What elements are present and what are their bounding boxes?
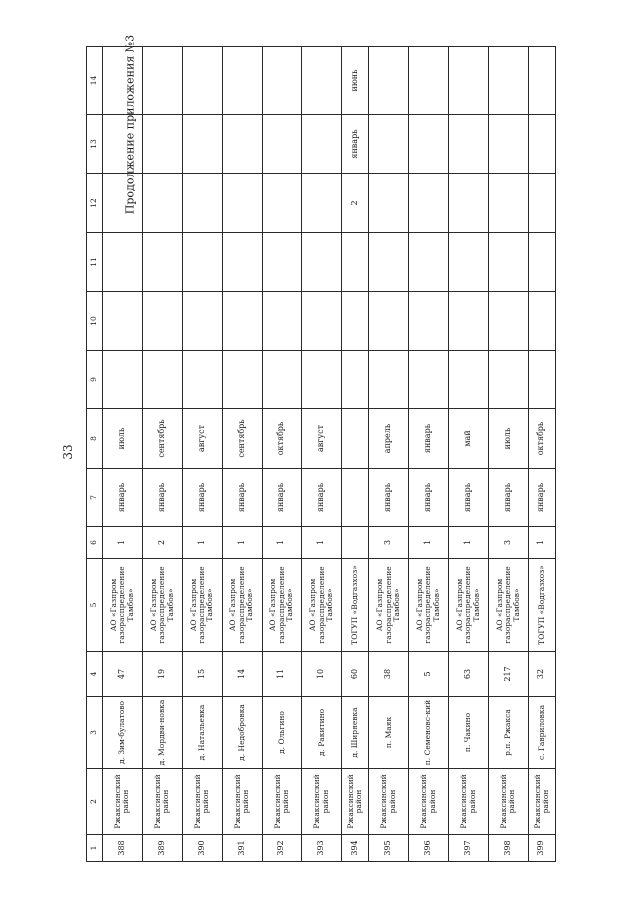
cell-6 xyxy=(342,527,369,559)
cell-num: 396 xyxy=(409,835,449,862)
table-row xyxy=(142,47,182,862)
cell-8 xyxy=(342,409,369,469)
cell-num: 390 xyxy=(182,835,222,862)
cell-place: д. Мордви-новка xyxy=(142,697,182,769)
cell-7: январь xyxy=(302,469,342,527)
cell-district: Ржаксинский район xyxy=(528,769,555,835)
appendix-title: Продолжение приложения №3 xyxy=(123,34,137,215)
cell-org: АО «Газпром газораспределение Тамбов» xyxy=(142,559,182,652)
cell-10 xyxy=(409,292,449,351)
table-row xyxy=(342,47,369,862)
cell-place: д. Недобровка xyxy=(222,697,262,769)
cell-org: АО «Газпром газораспределение Тамбов» xyxy=(449,559,489,652)
cell-10 xyxy=(142,292,182,351)
cell-11 xyxy=(409,233,449,292)
header-cell-3: 3 xyxy=(87,697,103,769)
cell-district: Ржаксинский район xyxy=(262,769,302,835)
header-cell-11: 11 xyxy=(87,233,103,292)
cell-num: 393 xyxy=(302,835,342,862)
cell-13 xyxy=(262,115,302,174)
cell-13 xyxy=(409,115,449,174)
cell-12 xyxy=(528,174,555,233)
cell-8: август xyxy=(182,409,222,469)
cell-place: п. Маяк xyxy=(369,697,409,769)
table-row xyxy=(103,47,143,862)
cell-district: Ржаксинский район xyxy=(409,769,449,835)
cell-7: январь xyxy=(222,469,262,527)
table-row xyxy=(222,47,262,862)
cell-11 xyxy=(528,233,555,292)
cell-org: АО «Газпром газораспределение Тамбов» xyxy=(262,559,302,652)
cell-7: январь xyxy=(262,469,302,527)
cell-11 xyxy=(342,233,369,292)
cell-8: апрель xyxy=(369,409,409,469)
cell-12 xyxy=(369,174,409,233)
cell-9 xyxy=(342,351,369,409)
cell-12 xyxy=(409,174,449,233)
cell-12 xyxy=(302,174,342,233)
cell-8: октябрь xyxy=(528,409,555,469)
cell-org: АО «Газпром газораспределение Тамбов» xyxy=(409,559,449,652)
header-cell-1: 1 xyxy=(87,835,103,862)
cell-14 xyxy=(409,47,449,115)
cell-count: 217 xyxy=(488,652,528,697)
cell-num: 397 xyxy=(449,835,489,862)
cell-8: сентябрь xyxy=(142,409,182,469)
cell-11 xyxy=(449,233,489,292)
cell-13 xyxy=(103,115,143,174)
cell-place: д. Ольгино xyxy=(262,697,302,769)
table-row xyxy=(409,47,449,862)
cell-num: 392 xyxy=(262,835,302,862)
cell-12 xyxy=(182,174,222,233)
cell-11 xyxy=(222,233,262,292)
cell-7: январь xyxy=(142,469,182,527)
cell-12 xyxy=(449,174,489,233)
table-row xyxy=(449,47,489,862)
table-row xyxy=(302,47,342,862)
cell-8: июль xyxy=(103,409,143,469)
cell-13: январь xyxy=(342,115,369,174)
cell-count: 5 xyxy=(409,652,449,697)
cell-9 xyxy=(262,351,302,409)
cell-13 xyxy=(222,115,262,174)
cell-11 xyxy=(302,233,342,292)
cell-11 xyxy=(369,233,409,292)
cell-14 xyxy=(222,47,262,115)
rotated-document-page xyxy=(86,47,556,862)
cell-7: январь xyxy=(409,469,449,527)
cell-14 xyxy=(142,47,182,115)
cell-place: д. Зим-булатово xyxy=(103,697,143,769)
cell-12: 2 xyxy=(342,174,369,233)
cell-12 xyxy=(488,174,528,233)
cell-11 xyxy=(488,233,528,292)
cell-10 xyxy=(528,292,555,351)
cell-10 xyxy=(342,292,369,351)
cell-count: 63 xyxy=(449,652,489,697)
table-row xyxy=(369,47,409,862)
cell-7: январь xyxy=(449,469,489,527)
cell-count: 19 xyxy=(142,652,182,697)
cell-district: Ржаксинский район xyxy=(302,769,342,835)
cell-num: 394 xyxy=(342,835,369,862)
cell-place: п. Чакино xyxy=(449,697,489,769)
cell-district: Ржаксинский район xyxy=(222,769,262,835)
cell-12 xyxy=(142,174,182,233)
cell-6: 1 xyxy=(409,527,449,559)
cell-num: 399 xyxy=(528,835,555,862)
cell-count: 11 xyxy=(262,652,302,697)
cell-9 xyxy=(528,351,555,409)
cell-num: 395 xyxy=(369,835,409,862)
cell-7: январь xyxy=(488,469,528,527)
cell-14 xyxy=(103,47,143,115)
cell-count: 15 xyxy=(182,652,222,697)
cell-org: АО «Газпром газораспределение Тамбов» xyxy=(369,559,409,652)
cell-10 xyxy=(262,292,302,351)
header-cell-7: 7 xyxy=(87,469,103,527)
table-body xyxy=(103,47,556,862)
cell-place: с. Гавриловка xyxy=(528,697,555,769)
cell-place: д. Ширяевка xyxy=(342,697,369,769)
cell-8: май xyxy=(449,409,489,469)
cell-12 xyxy=(262,174,302,233)
cell-10 xyxy=(182,292,222,351)
cell-org: АО «Газпром газораспределение Тамбов» xyxy=(488,559,528,652)
cell-count: 38 xyxy=(369,652,409,697)
cell-6: 1 xyxy=(528,527,555,559)
table-row xyxy=(262,47,302,862)
cell-org: АО «Газпром газораспределение Тамбов» xyxy=(103,559,143,652)
cell-9 xyxy=(302,351,342,409)
cell-district: Ржаксинский район xyxy=(488,769,528,835)
cell-6: 3 xyxy=(488,527,528,559)
table-row xyxy=(528,47,555,862)
cell-6: 3 xyxy=(369,527,409,559)
cell-7: январь xyxy=(528,469,555,527)
cell-11 xyxy=(142,233,182,292)
cell-6: 1 xyxy=(262,527,302,559)
cell-count: 32 xyxy=(528,652,555,697)
cell-6: 1 xyxy=(302,527,342,559)
cell-org: АО «Газпром газораспределение Тамбов» xyxy=(182,559,222,652)
cell-org: АО «Газпром газораспределение Тамбов» xyxy=(302,559,342,652)
schedule-table xyxy=(86,46,556,862)
cell-12 xyxy=(103,174,143,233)
header-cell-9: 9 xyxy=(87,351,103,409)
cell-9 xyxy=(449,351,489,409)
cell-9 xyxy=(369,351,409,409)
cell-14 xyxy=(488,47,528,115)
header-cell-4: 4 xyxy=(87,652,103,697)
cell-place: д. Натальевка xyxy=(182,697,222,769)
cell-7: январь xyxy=(103,469,143,527)
cell-8: июль xyxy=(488,409,528,469)
cell-13 xyxy=(449,115,489,174)
cell-7 xyxy=(342,469,369,527)
cell-11 xyxy=(182,233,222,292)
table-row xyxy=(488,47,528,862)
cell-9 xyxy=(182,351,222,409)
cell-10 xyxy=(369,292,409,351)
cell-6: 2 xyxy=(142,527,182,559)
cell-place: д. Ракитино xyxy=(302,697,342,769)
cell-14 xyxy=(449,47,489,115)
cell-10 xyxy=(103,292,143,351)
cell-count: 60 xyxy=(342,652,369,697)
cell-district: Ржаксинский район xyxy=(142,769,182,835)
cell-13 xyxy=(488,115,528,174)
cell-district: Ржаксинский район xyxy=(182,769,222,835)
cell-13 xyxy=(369,115,409,174)
header-cell-5: 5 xyxy=(87,559,103,652)
cell-6: 1 xyxy=(182,527,222,559)
cell-10 xyxy=(302,292,342,351)
cell-9 xyxy=(103,351,143,409)
cell-num: 388 xyxy=(103,835,143,862)
cell-10 xyxy=(449,292,489,351)
cell-count: 14 xyxy=(222,652,262,697)
cell-org: ТОГУП «Водгазхоз» xyxy=(528,559,555,652)
cell-9 xyxy=(222,351,262,409)
cell-13 xyxy=(182,115,222,174)
cell-6: 1 xyxy=(449,527,489,559)
header-row xyxy=(87,47,103,862)
cell-district: Ржаксинский район xyxy=(342,769,369,835)
cell-org: АО «Газпром газораспределение Тамбов» xyxy=(222,559,262,652)
cell-14 xyxy=(369,47,409,115)
cell-8: октябрь xyxy=(262,409,302,469)
header-cell-8: 8 xyxy=(87,409,103,469)
cell-10 xyxy=(222,292,262,351)
cell-14 xyxy=(262,47,302,115)
cell-8: январь xyxy=(409,409,449,469)
cell-8: сентябрь xyxy=(222,409,262,469)
cell-9 xyxy=(409,351,449,409)
header-cell-12: 12 xyxy=(87,174,103,233)
cell-12 xyxy=(222,174,262,233)
cell-9 xyxy=(488,351,528,409)
cell-8: август xyxy=(302,409,342,469)
table-row xyxy=(182,47,222,862)
cell-district: Ржаксинский район xyxy=(449,769,489,835)
cell-count: 47 xyxy=(103,652,143,697)
header-cell-10: 10 xyxy=(87,292,103,351)
cell-place: р.п. Ржакса xyxy=(488,697,528,769)
cell-num: 391 xyxy=(222,835,262,862)
cell-num: 389 xyxy=(142,835,182,862)
cell-14 xyxy=(302,47,342,115)
page-number: 33 xyxy=(61,444,75,460)
cell-6: 1 xyxy=(103,527,143,559)
cell-14 xyxy=(182,47,222,115)
cell-6: 1 xyxy=(222,527,262,559)
cell-org: ТОГУП «Водгазхоз» xyxy=(342,559,369,652)
header-cell-14: 14 xyxy=(87,47,103,115)
header-cell-6: 6 xyxy=(87,527,103,559)
cell-11 xyxy=(103,233,143,292)
cell-district: Ржаксинский район xyxy=(369,769,409,835)
header-cell-2: 2 xyxy=(87,769,103,835)
header-cell-13: 13 xyxy=(87,115,103,174)
cell-10 xyxy=(488,292,528,351)
cell-11 xyxy=(262,233,302,292)
cell-9 xyxy=(142,351,182,409)
cell-place: п. Семеновс-кий xyxy=(409,697,449,769)
cell-13 xyxy=(142,115,182,174)
cell-14 xyxy=(528,47,555,115)
cell-13 xyxy=(302,115,342,174)
cell-13 xyxy=(528,115,555,174)
cell-num: 398 xyxy=(488,835,528,862)
cell-count: 10 xyxy=(302,652,342,697)
cell-district: Ржаксинский район xyxy=(103,769,143,835)
cell-7: январь xyxy=(369,469,409,527)
cell-7: январь xyxy=(182,469,222,527)
cell-14: июнь xyxy=(342,47,369,115)
